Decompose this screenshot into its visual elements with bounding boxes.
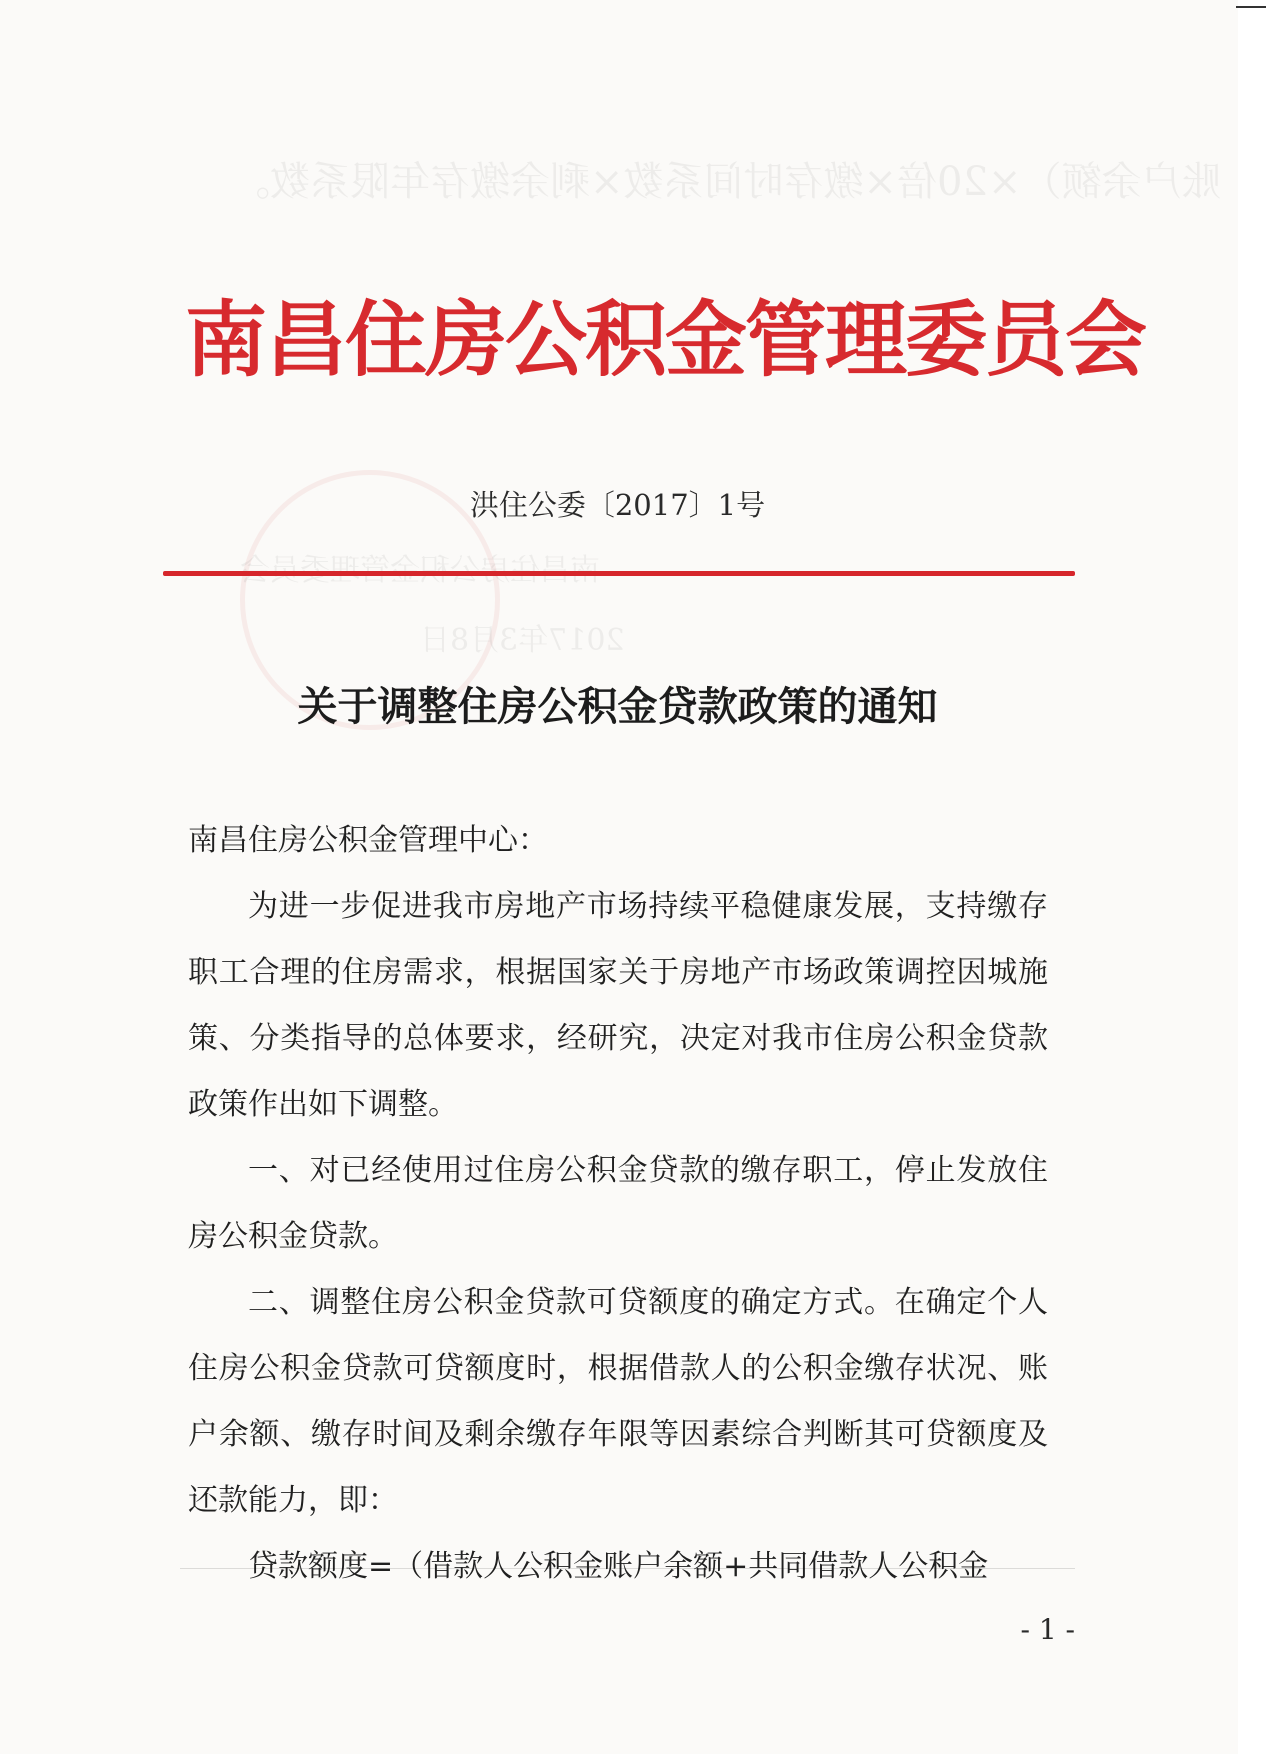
document-title: 关于调整住房公积金贷款政策的通知	[297, 684, 938, 730]
body-paragraph: 贷款额度=（借款人公积金账户余额+共同借款人公积金	[248, 1549, 989, 1584]
faint-scan-line	[180, 1568, 1075, 1569]
body-paragraph: 二、调整住房公积金贷款可贷额度的确定方式。在确定个人住房公积金贷款可贷额度时，根据借款人的公积金缴存状况、账户余额、缴存时间及剩余缴存年限等因素综合判断其可贷额度及还款能力，即：	[188, 1285, 1048, 1518]
page-number: - 1 -	[1020, 1613, 1075, 1646]
bleed-through-text-1: 账户余额）×20倍×缴存时间系数×剩余缴存年限系数。	[230, 159, 1222, 205]
scan-corner-mark	[1236, 6, 1266, 8]
issuer-header: 南昌住房公积金管理委员会	[185, 293, 1146, 388]
scan-margin	[1238, 0, 1275, 1754]
document-body	[188, 808, 1048, 1600]
bleed-through-text-2	[240, 545, 600, 589]
body-paragraph: 一、对已经使用过住房公积金贷款的缴存职工，停止发放住房公积金贷款。	[188, 1153, 1048, 1254]
body-paragraph: 为进一步促进我市房地产市场持续平稳健康发展，支持缴存职工合理的住房需求，根据国家关于房地产市场政策调控因城施策、分类指导的总体要求，经研究，决定对我市住房公积金贷款政策作出如下调整。	[188, 889, 1048, 1122]
document-number: 洪住公委〔2017〕1号	[469, 488, 766, 522]
red-divider-line	[163, 571, 1075, 576]
salutation: 南昌住房公积金管理中心：	[188, 823, 548, 858]
bleed-through-text-3: 2017年3月8日	[420, 623, 625, 658]
